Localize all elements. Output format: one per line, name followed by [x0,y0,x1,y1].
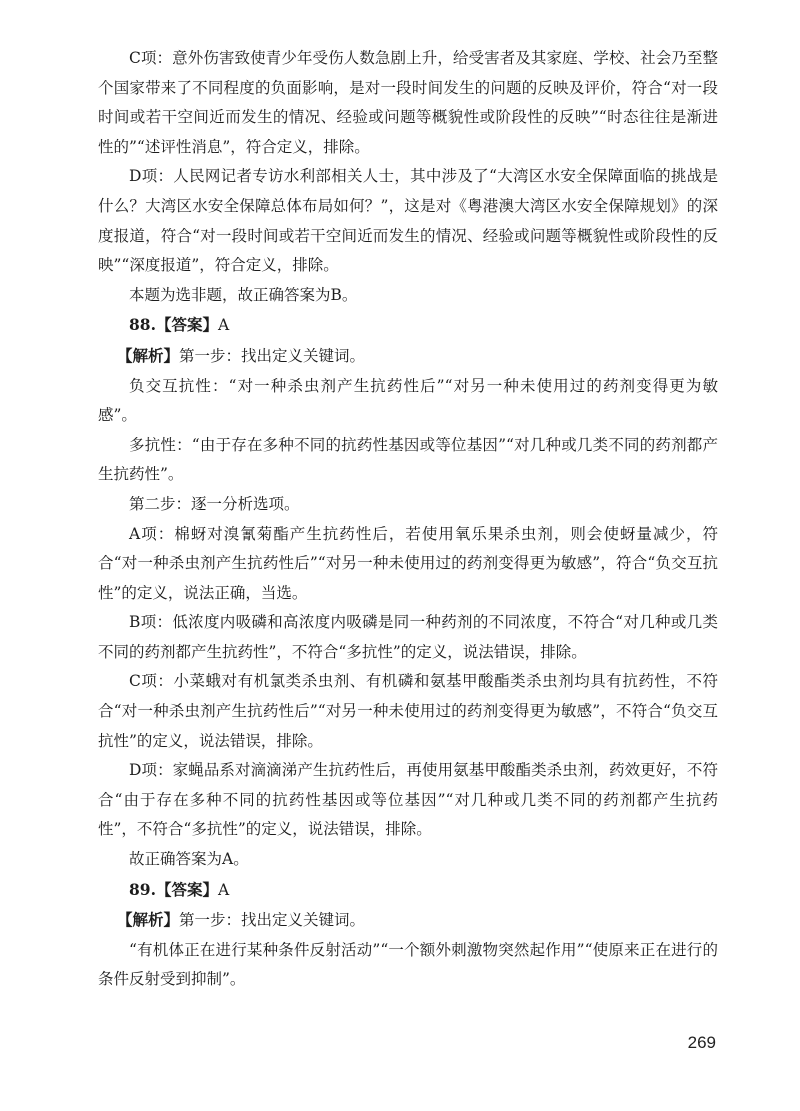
paragraph-answer-conclusion: 本题为选非题，故正确答案为B。 [129,285,358,304]
answer-value: A [217,316,230,335]
paragraph-option-c: C项：小菜蛾对有机氯类杀虫剂、有机磷和氨基甲酸酯类杀虫剂均具有抗药性，不符合“对一种杀虫剂产生抗药性后”“对另一种未使用过的药剂变得更为敏感”，不符合“负交互抗性”的定义，说法错误，排除。 [98,672,718,750]
question-88-heading [98,310,718,341]
question-number: 88. [129,315,156,335]
page-body [98,44,718,995]
analysis-tag: 【解析】 [117,910,180,930]
paragraph-correct-answer: 故正确答案为A。 [129,850,249,869]
paragraph-option-a: A项：棉蚜对溴氰菊酯产生抗药性后，若使用氧乐果杀虫剂，则会使蚜量减少，符合“对一种杀虫剂产生抗药性后”“对另一种未使用过的药剂变得更为敏感”，符合“负交互抗性”的定义，说法正确，当选。 [98,524,718,602]
analysis-lead-89 [98,905,718,936]
answer-tag: 【答案】 [155,315,218,335]
answer-value: A [217,880,230,899]
step-two-label: 第二步：逐一分析选项。 [129,494,300,513]
paragraph-option-c-analysis: C项：意外伤害致使青少年受伤人数急剧上升，给受害者及其家庭、学校、社会乃至整个国家带来了不同程度的负面影响，是对一段时间发生的问题的反映及评价，符合“对一段时间或若干空间近而发生的情况、经验或问题等概貌性或阶段性的反映”“时态往往是渐进性的”“述评性消息”，符合定义，排除。 [98,49,718,156]
paragraph-option-d: D项：家蝇品系对滴滴涕产生抗药性后，再使用氨基甲酸酯类杀虫剂，药效更好，不符合“由于存在多种不同的抗药性基因或等位基因”“对几种或几类不同的药剂都产生抗药性”，不符合“多抗性”的定义，说法错误，排除。 [98,761,718,839]
analysis-step-text: 第一步：找出定义关键词。 [179,346,366,365]
page-number: 269 [687,1033,716,1052]
paragraph-option-d-analysis: D项：人民网记者专访水利部相关人士，其中涉及了“大湾区水安全保障面临的挑战是什么？大湾区水安全保障总体布局如何？”，这是对《粤港澳大湾区水安全保障规划》的深度报道，符合“对一段时间或若干空间近而发生的情况、经验或问题等概貌性或阶段性的反映”“深度报道”，符合定义，排除。 [98,167,718,275]
paragraph-option-b: B项：低浓度内吸磷和高浓度内吸磷是同一种药剂的不同浓度，不符合“对几种或几类不同的药剂都产生抗药性”，不符合“多抗性”的定义，说法错误，排除。 [98,613,718,661]
analysis-lead-88 [98,341,718,372]
definition-negative-cross-resistance: 负交互抗性：“对一种杀虫剂产生抗药性后”“对另一种未使用过的药剂变得更为敏感”。 [98,376,718,425]
question-number: 89. [129,879,156,899]
answer-tag: 【答案】 [155,879,218,899]
analysis-tag: 【解析】 [117,345,180,365]
analysis-step-text: 第一步：找出定义关键词。 [179,911,366,930]
question-89-heading [98,875,718,906]
definition-keywords-89: “有机体正在进行某种条件反射活动”“一个额外刺激物突然起作用”“使原来正在进行的条件反射受到抑制”。 [98,940,718,989]
definition-multiple-resistance: 多抗性：“由于存在多种不同的抗药性基因或等位基因”“对几种或几类不同的药剂都产生抗药性”。 [98,435,718,484]
